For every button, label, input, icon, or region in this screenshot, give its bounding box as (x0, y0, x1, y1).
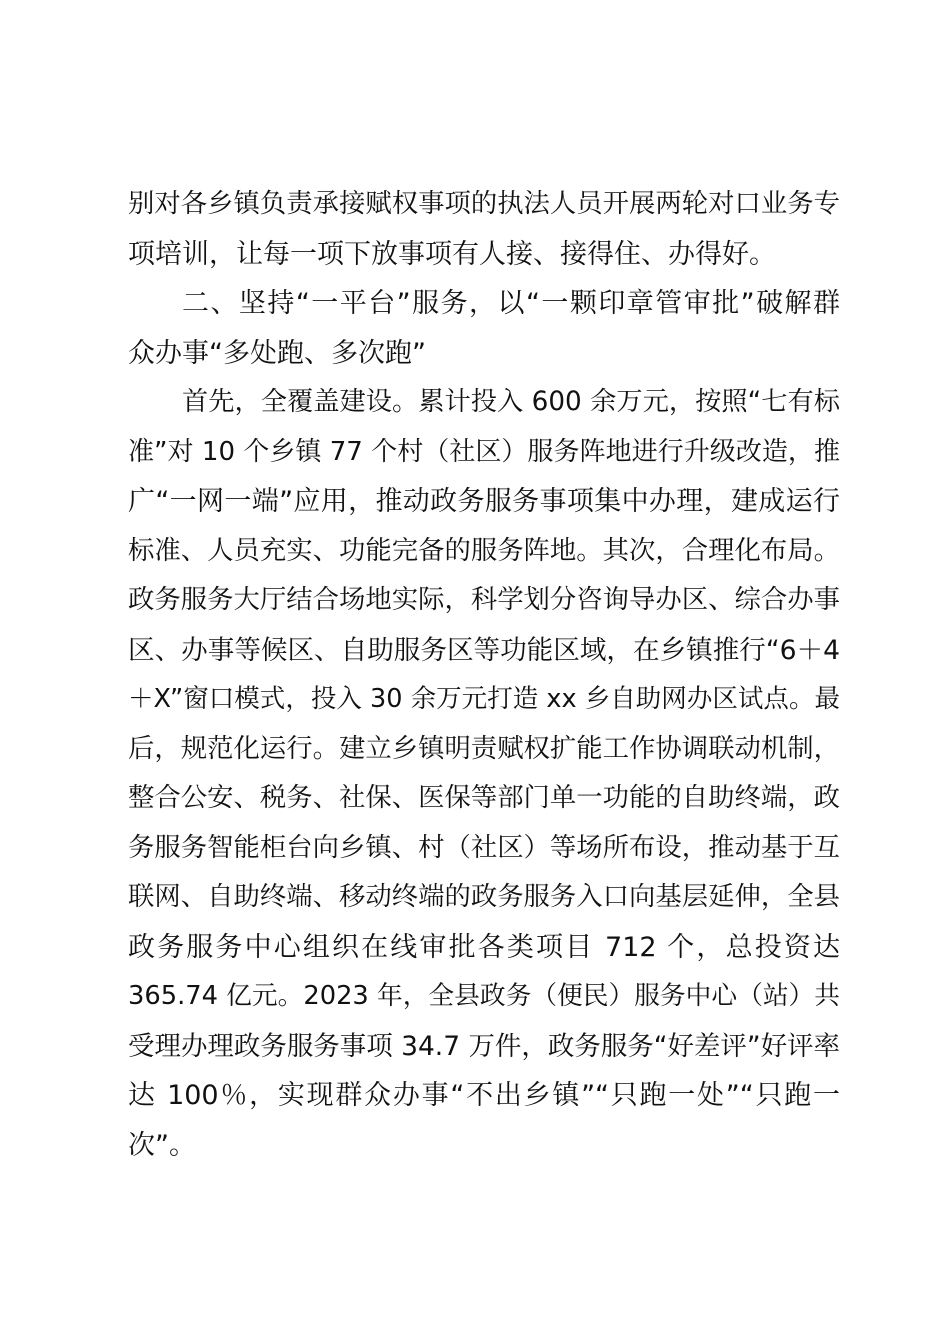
paragraph-line: 后，规范化运行。建立乡镇明责赋权扩能工作协调联动机制， (128, 733, 840, 764)
paragraph-line: 整合公安、税务、社保、医保等部门单一功能的自助终端，政 (128, 783, 840, 813)
paragraph-line: 区、办事等候区、自助服务区等功能区域，在乡镇推行“6＋4 (128, 634, 841, 666)
paragraph-line: 达 100％，实现群众办事“不出乡镇”“只跑一处”“只跑一 (128, 1080, 840, 1111)
paragraph-line: 受理办理政务服务事项 34.7 万件，政务服务“好差评”好评率 (128, 1030, 840, 1062)
paragraph-line: 广“一网一端”应用，推动政务服务事项集中办理，建成运行 (128, 486, 840, 517)
paragraph-line: 务服务智能柜台向乡镇、村（社区）等场所布设，推动基于互 (128, 832, 840, 863)
paragraph-line: 次”。 (128, 1129, 196, 1161)
paragraph-line: 联网、自助终端、移动终端的政务服务入口向基层延伸，全县 (128, 882, 840, 912)
paragraph-line: 准”对 10 个乡镇 77 个村（社区）服务阵地进行升级改造，推 (128, 436, 840, 467)
paragraph-line: 项培训，让每一项下放事项有人接、接得住、办得好。 (128, 238, 776, 270)
paragraph-line: ＋X”窗口模式，投入 30 余万元打造 xx 乡自助网办区试点。最 (128, 684, 840, 714)
paragraph-line: 365.74 亿元。2023 年，全县政务（便民）服务中心（站）共 (128, 981, 840, 1011)
paragraph-line: 别对各乡镇负责承接赋权事项的执法人员开展两轮对口业务专 (128, 189, 840, 219)
document-body (128, 180, 840, 1170)
section-heading-line: 众办事“多处跑、多次跑” (128, 337, 426, 369)
paragraph-line: 首先，全覆盖建设。累计投入 600 余万元，按照“七有标 (182, 387, 840, 417)
section-heading-line: 二、坚持“一平台”服务，以“一颗印章管审批”破解群 (182, 288, 840, 319)
paragraph-line: 政务服务中心组织在线审批各类项目 712 个，总投资达 (128, 931, 840, 963)
paragraph-line: 标准、人员充实、功能完备的服务阵地。其次，合理化布局。 (128, 535, 840, 566)
paragraph-line: 政务服务大厅结合场地实际，科学划分咨询导办区、综合办事 (128, 585, 840, 615)
